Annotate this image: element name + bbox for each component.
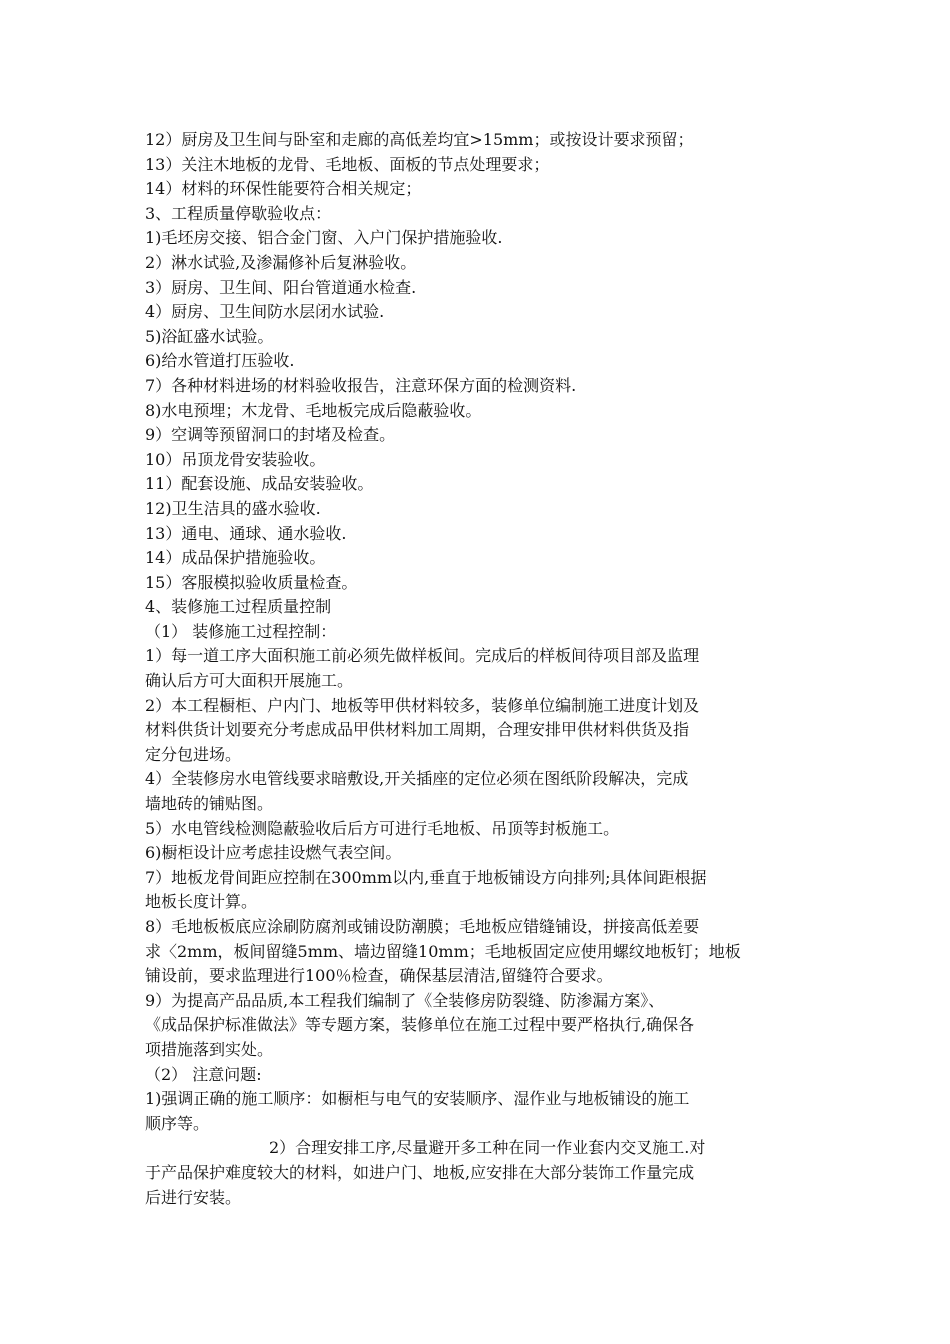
text-line: 7）地板龙骨间距应控制在300mm以内,垂直于地板铺设方向排列;具体间距根据 <box>145 867 707 887</box>
text-line: 地板长度计算。 <box>145 892 258 912</box>
text-line: 1)强调正确的施工顺序：如橱柜与电气的安装顺序、湿作业与地板铺设的施工 <box>145 1089 690 1109</box>
text-line: 于产品保护难度较大的材料，如进户门、地板,应安排在大部分装饰工作量完成 <box>145 1162 695 1182</box>
text-line: 12）厨房及卫生间与卧室和走廊的高低差均宜>15mm；或按设计要求预留； <box>145 130 694 149</box>
text-line: 项措施落到实处。 <box>145 1039 274 1059</box>
text-line: 后进行安装。 <box>145 1187 242 1207</box>
text-line: 定分包进场。 <box>145 744 242 764</box>
text-line: 15）客服模拟验收质量检查。 <box>145 572 358 592</box>
text-line: 2）淋水试验,及渗漏修补后复淋验收。 <box>145 252 417 272</box>
text-line: 11）配套设施、成品安装验收。 <box>145 474 374 494</box>
subsection-heading: （2） 注意问题: <box>145 1064 262 1084</box>
text-line: 2）本工程橱柜、户内门、地板等甲供材料较多，装修单位编制施工进度计划及 <box>145 695 700 715</box>
text-line: 9）为提高产品品质,本工程我们编制了《全装修房防裂缝、防渗漏方案》、 <box>145 990 665 1010</box>
text-line: 墙地砖的铺贴图。 <box>145 794 274 814</box>
text-line: 8)水电预埋；木龙骨、毛地板完成后隐蔽验收。 <box>145 400 482 420</box>
text-line: 7）各种材料进场的材料验收报告，注意环保方面的检测资料. <box>145 375 577 395</box>
text-line: 铺设前，要求监理进行100％检查，确保基层清洁,留缝符合要求。 <box>145 966 613 986</box>
text-line: 14）材料的环保性能要符合相关规定； <box>145 179 422 199</box>
text-line: 8）毛地板板底应涂刷防腐剂或铺设防潮膜；毛地板应错缝铺设，拼接高低差要 <box>145 917 700 936</box>
text-line: 确认后方可大面积开展施工。 <box>145 671 354 691</box>
text-line: 6)橱柜设计应考虑挂设燃气表空间。 <box>145 843 402 863</box>
text-line: 13）通电、通球、通水验收. <box>145 523 347 543</box>
text-line: 13）关注木地板的龙骨、毛地板、面板的节点处理要求； <box>145 154 550 174</box>
subsection-heading: （1） 装修施工过程控制： <box>145 621 337 641</box>
text-line: 12)卫生洁具的盛水验收. <box>145 498 321 518</box>
text-line: 5)浴缸盛水试验。 <box>145 326 274 346</box>
text-line: 材料供货计划要充分考虑成品甲供材料加工周期，合理安排甲供材料供货及指 <box>145 720 690 740</box>
text-line: 2）合理安排工序,尽量避开多工种在同一作业套内交叉施工.对 <box>269 1138 706 1158</box>
text-line: 14）成品保护措施验收。 <box>145 548 326 568</box>
text-line: 1)毛坯房交接、铝合金门窗、入户门保护措施验收. <box>145 228 503 248</box>
text-line: 3）厨房、卫生间、阳台管道通水检查. <box>145 277 417 297</box>
text-line: 《成品保护标准做法》等专题方案，装修单位在施工过程中要严格执行,确保各 <box>145 1015 695 1035</box>
document-body <box>145 128 813 1210</box>
text-line: 10）吊顶龙骨安装验收。 <box>145 449 326 469</box>
text-line: 顺序等。 <box>145 1113 210 1133</box>
text-line: 4）全装修房水电管线要求暗敷设,开关插座的定位必须在图纸阶段解决，完成 <box>145 769 689 789</box>
text-line: 5）水电管线检测隐蔽验收后后方可进行毛地板、吊顶等封板施工。 <box>145 818 620 838</box>
text-line: 9）空调等预留洞口的封堵及检查。 <box>145 425 396 445</box>
text-line: 求〈2mm，板间留缝5mm、墙边留缝10mm；毛地板固定应使用螺纹地板钉；地板 <box>145 941 741 961</box>
text-line: 6)给水管道打压验收. <box>145 351 295 371</box>
section-heading: 4、装修施工过程质量控制 <box>145 597 332 617</box>
section-heading: 3、工程质量停歇验收点： <box>145 203 332 223</box>
text-line: 1）每一道工序大面积施工前必须先做样板间。完成后的样板间待项目部及监理 <box>145 646 700 666</box>
text-line: 4）厨房、卫生间防水层闭水试验. <box>145 302 385 322</box>
